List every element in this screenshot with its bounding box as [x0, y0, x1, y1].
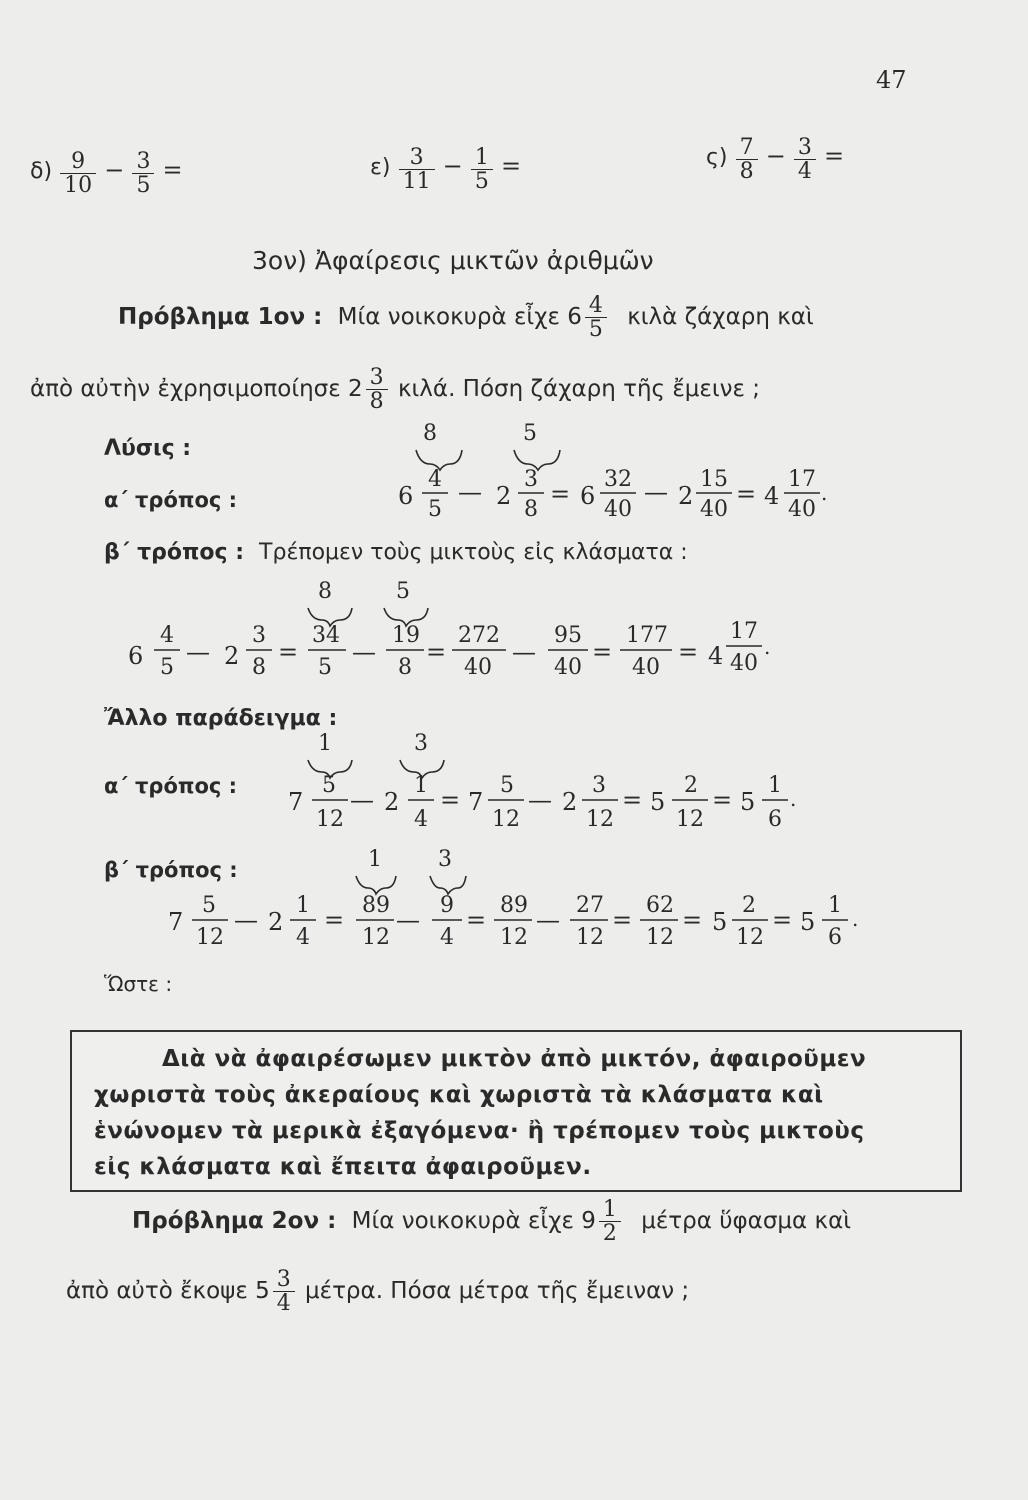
numerator: 177 [626, 623, 668, 648]
denominator: 5 [474, 169, 489, 195]
whole: 5 [712, 908, 728, 936]
numerator: 32 [604, 467, 632, 492]
numerator: 4 [428, 467, 442, 492]
svg-text:.: . [852, 907, 859, 931]
factor-label: 5 [523, 421, 537, 446]
numerator: 19 [392, 623, 420, 648]
fraction [399, 146, 435, 193]
fraction [132, 150, 154, 197]
factor-label: 8 [423, 421, 437, 446]
problem-text: ἀπὸ αὐτὴν ἐχρησιμοποίησε 2 [30, 376, 363, 403]
fraction [736, 136, 758, 183]
denominator: 12 [736, 925, 764, 950]
denominator: 4 [440, 925, 454, 950]
numerator: 1 [471, 146, 493, 170]
method-b-label-2: β΄ τρόπος : [104, 858, 238, 882]
denominator: 12 [500, 925, 528, 950]
rule-line: Διὰ νὰ ἀφαιρέσωμεν μικτὸν ἀπὸ μικτόν, ἀφαιροῦμεν [162, 1046, 867, 1072]
denominator: 4 [276, 1291, 291, 1317]
numerator: 5 [322, 773, 336, 798]
exercise-label: ε) [370, 155, 391, 181]
equation-2b [168, 842, 868, 956]
numerator: 2 [742, 893, 756, 918]
denominator: 40 [464, 655, 492, 680]
problem-label: Πρόβλημα 1ον : [118, 304, 323, 331]
problem-text: μέτρα. Πόσα μέτρα τῆς ἔμειναν ; [305, 1278, 690, 1305]
factor-label: 5 [396, 579, 410, 604]
numerator: 3 [399, 146, 435, 170]
svg-text:—: — [528, 786, 552, 814]
svg-text:=: = [772, 906, 793, 934]
whole: 2 [562, 788, 578, 816]
svg-text:=: = [612, 906, 633, 934]
denominator: 40 [632, 655, 660, 680]
problem-2-line-2 [66, 1268, 689, 1315]
numerator: 2 [684, 773, 698, 798]
equation-1a-svg [398, 420, 828, 550]
method-a-label-2: α΄ τρόπος : [104, 774, 238, 798]
numerator: 5 [202, 893, 216, 918]
equation-2a [288, 728, 828, 842]
numerator: 15 [700, 467, 728, 492]
exercise-label: ς) [706, 145, 728, 171]
method-a-label: α΄ τρόπος : [104, 488, 238, 512]
equation-2a-svg [288, 728, 828, 838]
denominator: 40 [788, 497, 816, 522]
whole: 7 [468, 788, 484, 816]
problem-1-line-2 [30, 366, 760, 413]
brace-icon [430, 876, 466, 894]
fraction [471, 146, 493, 193]
numerator: 1 [414, 773, 428, 798]
denominator: 12 [492, 807, 520, 832]
denominator: 40 [554, 655, 582, 680]
numerator: 272 [458, 623, 500, 648]
rule-line: χωριστὰ τοὺς ἀκεραίους καὶ χωριστὰ τὰ κλάσματα καὶ [94, 1082, 824, 1108]
svg-text:=: = [426, 638, 447, 666]
numerator: 3 [252, 623, 266, 648]
denominator: 5 [318, 655, 332, 680]
exercise-stigma: ς) $\frac{7}{8}$ − $\frac{3}{4}$ = [706, 135, 845, 185]
svg-text:—: — [512, 638, 536, 666]
numerator: 3 [273, 1268, 295, 1292]
problem-text: Μία νοικοκυρὰ εἶχε 9 [351, 1208, 596, 1235]
problem-text: κιλὰ ζάχαρη καὶ [627, 304, 814, 331]
svg-text:=: = [678, 638, 699, 666]
whole: 7 [168, 908, 184, 936]
svg-text:—: — [350, 786, 374, 814]
whole: 4 [708, 642, 724, 670]
svg-text:—: — [186, 638, 210, 666]
denominator: 5 [428, 497, 442, 522]
numerator: 17 [788, 467, 816, 492]
whole: 2 [678, 482, 694, 510]
svg-text:—: — [644, 478, 668, 506]
whole: 5 [800, 908, 816, 936]
factor-label: 3 [414, 731, 428, 756]
denominator: 2 [602, 1221, 617, 1247]
numerator: 62 [646, 893, 674, 918]
denominator: 4 [797, 159, 812, 185]
numerator: 3 [592, 773, 606, 798]
numerator: 3 [366, 366, 388, 390]
numerator: 9 [60, 150, 96, 174]
method-b-text: Τρέπομεν τοὺς μικτοὺς εἰς κλάσματα : [259, 540, 688, 565]
svg-text:=: = [466, 906, 487, 934]
whole: 5 [650, 788, 666, 816]
factor-label: 1 [368, 847, 382, 872]
factor-label: 1 [318, 731, 332, 756]
section-title: 3ον) Ἀφαίρεσις μικτῶν ἀριθμῶν [252, 246, 654, 275]
numerator: 34 [312, 623, 340, 648]
denominator: 12 [196, 925, 224, 950]
whole: 6 [580, 482, 596, 510]
fraction [273, 1268, 295, 1315]
denominator: 4 [296, 925, 310, 950]
equation-1a [398, 420, 828, 554]
svg-text:—: — [352, 638, 376, 666]
numerator: 89 [362, 893, 390, 918]
denominator: 8 [739, 159, 754, 185]
denominator: 40 [700, 497, 728, 522]
svg-text:—: — [458, 478, 482, 506]
denominator: 40 [730, 651, 758, 676]
svg-text:=: = [278, 638, 299, 666]
exercise-epsilon: ε) $\frac{3}{11}$ − $\frac{1}{5}$ = [370, 145, 522, 195]
whole: 6 [398, 482, 414, 510]
problem-text: Μία νοικοκυρὰ εἶχε 6 [337, 304, 582, 331]
problem-text: κιλά. Πόση ζάχαρη τῆς ἔμεινε ; [397, 376, 760, 403]
denominator: 8 [252, 655, 266, 680]
problem-text: μέτρα ὕφασμα καὶ [641, 1208, 852, 1235]
svg-text:.: . [790, 787, 797, 811]
fraction [585, 294, 607, 341]
svg-text:=: = [712, 786, 733, 814]
rule-line: ἑνώνομεν τὰ μερικὰ ἐξαγόμενα· ἢ τρέπομεν τοὺς μικτοὺς [94, 1118, 865, 1144]
numerator: 1 [768, 773, 782, 798]
fraction [366, 366, 388, 413]
factor-label: 8 [318, 579, 332, 604]
brace-icon [356, 876, 396, 894]
denominator: 5 [588, 317, 603, 343]
svg-text:=: = [324, 906, 345, 934]
svg-text:—: — [396, 906, 420, 934]
numerator: 9 [440, 893, 454, 918]
svg-text:.: . [764, 635, 771, 659]
denominator: 40 [604, 497, 632, 522]
numerator: 1 [296, 893, 310, 918]
exercise-label: δ) [30, 159, 53, 185]
whole: 6 [128, 642, 144, 670]
rule-line: εἰς κλάσματα καὶ ἔπειτα ἀφαιροῦμεν. [94, 1154, 592, 1180]
problem-1-line-1 [118, 294, 814, 341]
whole: 2 [384, 788, 400, 816]
rule-box [70, 1030, 962, 1192]
numerator: 3 [794, 136, 816, 160]
problem-2-line-1 [132, 1198, 851, 1245]
method-b-label: β΄ τρόπος : [104, 540, 245, 565]
numerator: 3 [524, 467, 538, 492]
numerator: 3 [132, 150, 154, 174]
denominator: 12 [586, 807, 614, 832]
exercise-delta: δ) $\frac{9}{10}$ − $\frac{3}{5}$ = [30, 149, 183, 199]
numerator: 1 [599, 1198, 621, 1222]
denominator: 6 [768, 807, 782, 832]
whole: 4 [764, 482, 780, 510]
svg-text:=: = [592, 638, 613, 666]
whole: 7 [288, 788, 304, 816]
whole: 2 [496, 482, 512, 510]
denominator: 10 [64, 173, 93, 199]
numerator: 1 [828, 893, 842, 918]
svg-text:=: = [550, 480, 571, 508]
whole: 2 [224, 642, 240, 670]
svg-text:=: = [682, 906, 703, 934]
page-number: 47 [876, 66, 907, 94]
numerator: 4 [585, 294, 607, 318]
numerator: 4 [160, 623, 174, 648]
denominator: 12 [646, 925, 674, 950]
denominator: 6 [828, 925, 842, 950]
denominator: 8 [369, 389, 384, 415]
denominator: 4 [414, 807, 428, 832]
solution-label: Λύσις : [104, 436, 192, 461]
denominator: 12 [316, 807, 344, 832]
denominator: 8 [398, 655, 412, 680]
equation-1b-svg [128, 578, 788, 698]
svg-text:=: = [736, 480, 757, 508]
denominator: 5 [160, 655, 174, 680]
denominator: 12 [362, 925, 390, 950]
denominator: 5 [136, 173, 151, 199]
factor-label: 3 [438, 847, 452, 872]
numerator: 27 [576, 893, 604, 918]
equation-2b-svg [168, 842, 868, 952]
fraction [60, 150, 96, 197]
denominator: 12 [676, 807, 704, 832]
fraction [794, 136, 816, 183]
svg-text:.: . [821, 481, 828, 505]
whole: 2 [268, 908, 284, 936]
problem-text: ἀπὸ αὐτὸ ἔκοψε 5 [66, 1278, 270, 1305]
svg-text:—: — [234, 906, 258, 934]
svg-text:=: = [622, 786, 643, 814]
numerator: 17 [730, 619, 758, 644]
svg-text:=: = [440, 786, 461, 814]
problem-label: Πρόβλημα 2ον : [132, 1208, 337, 1235]
svg-text:—: — [536, 906, 560, 934]
whole: 5 [740, 788, 756, 816]
numerator: 5 [500, 773, 514, 798]
equation-1b [128, 578, 788, 702]
fraction [599, 1198, 621, 1245]
denominator: 12 [576, 925, 604, 950]
other-example-label: Ἄλλο παράδειγμα : [104, 706, 338, 731]
denominator: 11 [402, 169, 431, 195]
method-b-line [104, 540, 688, 565]
numerator: 95 [554, 623, 582, 648]
hoste-label: Ὥστε : [104, 972, 173, 996]
numerator: 7 [736, 136, 758, 160]
numerator: 89 [500, 893, 528, 918]
denominator: 8 [524, 497, 538, 522]
